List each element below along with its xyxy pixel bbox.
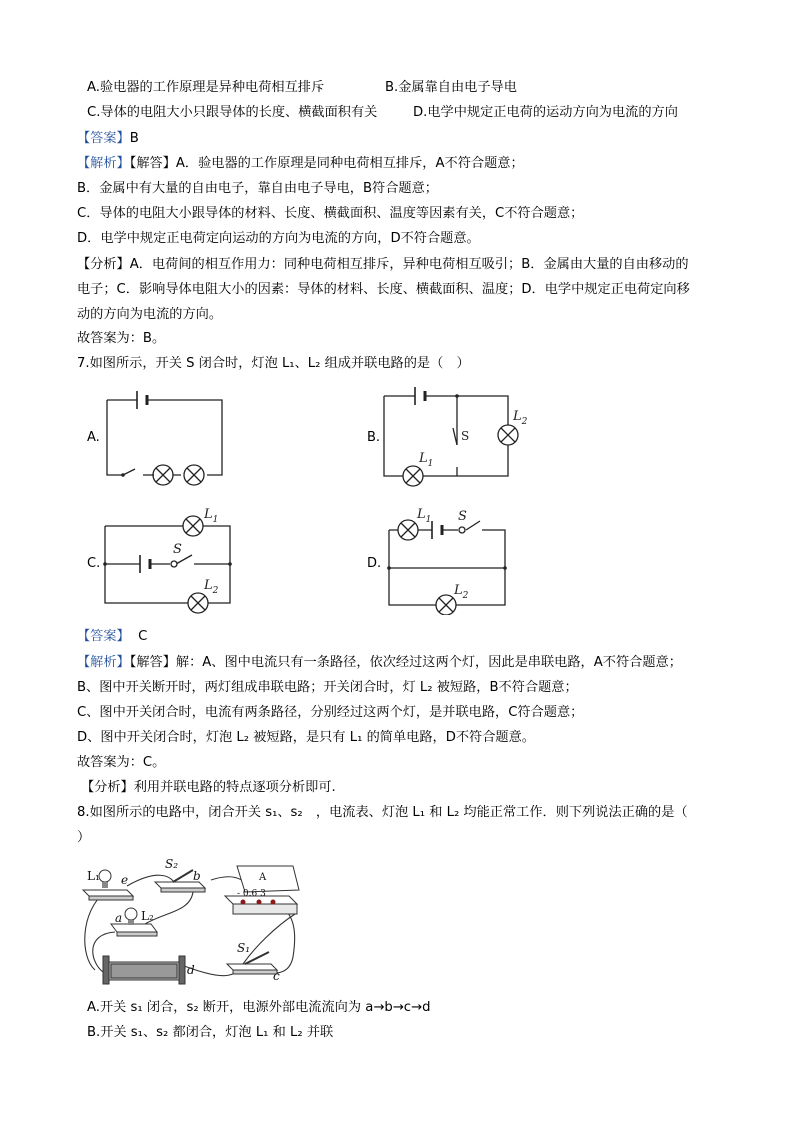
svg-text:d (187, 963, 195, 977)
q8-stem: 8.如图所示的电路中，闭合开关 s₁、s₂ ，电流表、灯泡 L₁ 和 L₂ 均能正常工作．则下列说法正确的是（ (77, 805, 688, 820)
label-s2: S₂ (165, 857, 179, 871)
answer-tag: 【答案】 (77, 629, 130, 644)
svg-text:S₁ (237, 941, 250, 955)
label-ammeter-a: A (259, 872, 267, 883)
q8-stem-end: ） (77, 830, 91, 845)
answer-value: C (138, 629, 148, 644)
svg-text:- 0.6 3 (237, 889, 266, 899)
bulb-label: L (204, 507, 213, 522)
analysis-tag: 【解析】 (77, 156, 130, 171)
fenxi-line: A．电荷间的相互作用力：同种电荷相互排斥，异种电荷相互吸引；B．金属由大量的自由移动的 (129, 257, 689, 272)
svg-text:L2 (512, 409, 528, 427)
label-d: d (187, 963, 195, 977)
analysis-head: 【解答】解：A、图中电流只有一条路径，依次经过这两个灯，因此是串联电路，A不符合题意； (129, 655, 682, 670)
switch-label: S (458, 509, 467, 524)
svg-text:e (121, 873, 128, 887)
analysis-head: 【解答】A．验电器的工作原理是同种电荷相互排斥，A不符合题意； (129, 156, 524, 171)
circuit-d-diagram (380, 505, 520, 615)
q7-stem: 7.如图所示，开关 S 闭合时，灯泡 L₁、L₂ 组成并联电路的是（ ） (77, 356, 470, 371)
bulb-subscript: 2 (462, 591, 469, 601)
svg-text:L₂ (141, 909, 154, 923)
q8-option-b: B.开关 s₁、s₂ 都闭合，灯泡 L₁ 和 L₂ 并联 (87, 1025, 334, 1040)
bulb-subscript: 2 (521, 417, 528, 427)
battery (103, 956, 185, 984)
svg-text:a (115, 911, 122, 925)
bulb-subscript: 1 (425, 515, 432, 525)
q8-physical-circuit (75, 852, 305, 987)
switch-s1 (227, 952, 277, 974)
q6-option-a: A.验电器的工作原理是异种电荷相互排斥 (87, 80, 325, 95)
circuit-b-diagram (375, 383, 535, 493)
q7-analysis (77, 654, 682, 672)
q6-analysis-line: B．金属中有大量的自由电子，靠自由电子导电，B符合题意； (77, 181, 438, 196)
circuit-a-diagram (95, 385, 235, 490)
bulb-label: L (513, 409, 522, 424)
q6-conclusion: 故答案为：B。 (77, 331, 166, 346)
switch-label: S (461, 429, 470, 443)
bulb-subscript: 1 (212, 515, 219, 525)
q7-analysis-line: D、图中开关闭合时，灯泡 L₂ 被短路，是只有 L₁ 的简单电路，D不符合题意。 (77, 730, 535, 745)
q6-option-b: B.金属靠自由电子导电 (385, 80, 517, 95)
label-ammeter-scale: - 0.6 3 (237, 889, 266, 899)
label-l1: L₁ (87, 869, 100, 883)
q8-option-a: A.开关 s₁ 闭合，s₂ 断开，电源外部电流流向为 a→b→c→d (87, 1000, 431, 1015)
label-s1: S₁ (237, 941, 251, 955)
q6-answer (77, 130, 139, 148)
q6-option-d: D.电学中规定正电荷的运动方向为电流的方向 (413, 105, 678, 120)
label-a: a (115, 911, 123, 925)
circuit-d-label: D. (367, 556, 382, 571)
circuit-c-label: C. (87, 556, 101, 571)
label-c: c (273, 969, 280, 983)
svg-text:b (193, 869, 201, 883)
svg-text:L1 (418, 451, 433, 469)
q6-analysis-line: D．电学中规定正电荷定向运动的方向为电流的方向，D不符合题意。 (77, 231, 480, 246)
circuit-c-diagram (98, 505, 243, 615)
q6-fenxi (77, 256, 689, 274)
q6-analysis (77, 155, 524, 173)
svg-text:L1 (203, 507, 218, 525)
svg-text:S₂ (165, 857, 178, 871)
q7-analysis-line: B、图中开关断开时，两灯组成串联电路；开关闭合时，灯 L₂ 被短路，B不符合题意； (77, 680, 578, 695)
svg-text:A (258, 872, 267, 883)
label-e: e (121, 873, 129, 887)
bulb-subscript: 2 (212, 586, 219, 596)
bulb-label: L (419, 451, 428, 466)
answer-value: B (129, 131, 139, 146)
switch-label: S (173, 542, 182, 557)
label-b: b (193, 869, 201, 883)
fenxi-tag: 【分析】 (81, 780, 134, 795)
answer-tag: 【答案】 (77, 131, 130, 146)
q7-answer (77, 628, 147, 646)
bulb-label: L (417, 507, 426, 522)
bulb-label: L (454, 583, 463, 598)
fenxi-text: 利用并联电路的特点逐项分析即可. (133, 780, 336, 795)
svg-text:L2 (203, 578, 219, 596)
q6-fenxi-line: 电子；C．影响导体电阻大小的因素：导体的材料、长度、横截面积、温度；D．电学中规定正电荷定向移 (77, 282, 690, 297)
svg-text:L₁ (87, 869, 100, 883)
q7-conclusion: 故答案为：C。 (77, 755, 166, 770)
analysis-tag: 【解析】 (77, 655, 130, 670)
svg-text:S (173, 542, 182, 557)
svg-text:S (461, 429, 469, 443)
label-l2: L₂ (141, 909, 154, 923)
circuit-b-label: B. (367, 430, 381, 445)
q6-option-c: C.导体的电阻大小只跟导体的长度、横截面积有关 (87, 105, 378, 120)
fenxi-tag: 【分析】 (77, 257, 130, 272)
svg-text:L2 (453, 583, 469, 601)
svg-text:L1 (416, 507, 431, 525)
bulb-subscript: 1 (427, 459, 434, 469)
svg-text:S (458, 509, 467, 524)
q7-analysis-line: C、图中开关闭合时，电流有两条路径，分别经过这两个灯，是并联电路，C符合题意； (77, 705, 584, 720)
circuit-a-label: A. (87, 430, 100, 445)
bulb-label: L (204, 578, 213, 593)
svg-text:c (273, 969, 280, 983)
q7-fenxi (81, 779, 336, 797)
q6-analysis-line: C．导体的电阻大小跟导体的材料、长度、横截面积、温度等因素有关，C不符合题意； (77, 206, 584, 221)
q6-fenxi-line: 动的方向为电流的方向。 (77, 307, 223, 322)
